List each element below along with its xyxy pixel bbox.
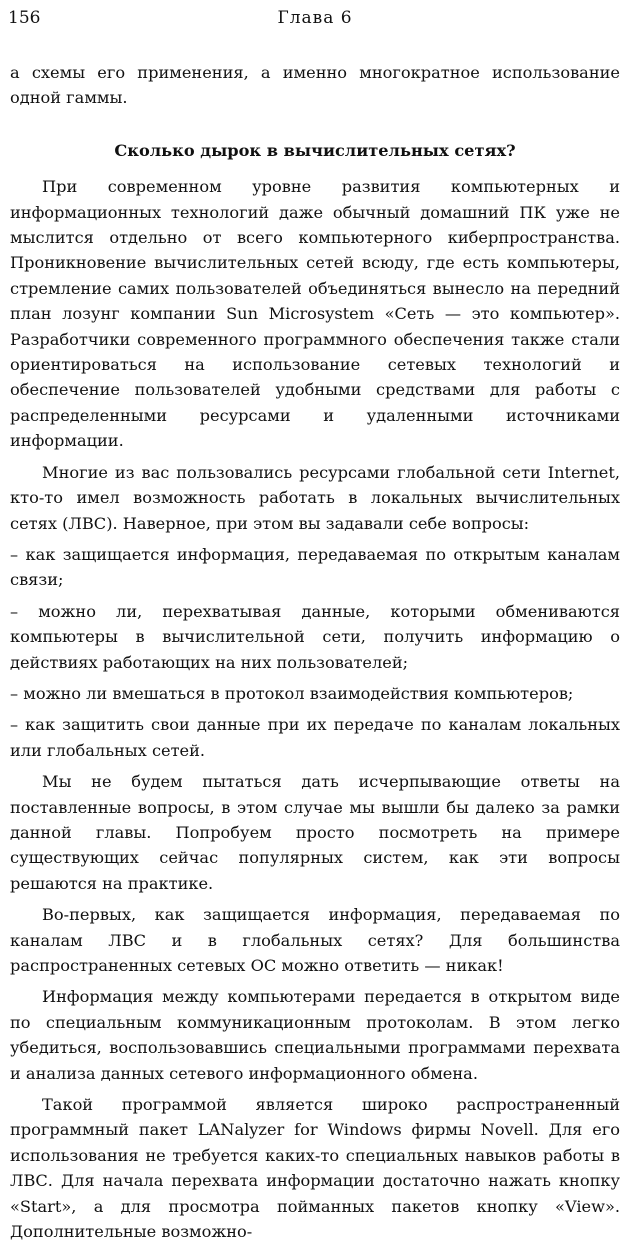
- intro-paragraph: а схемы его применения, а именно многократное использование одной гаммы.: [10, 63, 620, 108]
- question-item: – как защищается информация, передаваемая по открытым каналам связи;: [10, 544, 620, 590]
- chapter-title: Глава 6: [277, 8, 353, 28]
- paragraph: Во-первых, как защищается информация, передаваемая по каналам ЛВС и в глобальных сетях? Для большинства распространенных сетевых ОС можно ответить — никак!: [10, 905, 620, 975]
- paragraph: Мы не будем пытаться дать исчерпывающие ответы на поставленные вопросы, в этом случае мы вышли бы далеко за рамки данной главы. Попробуем просто посмотреть на примере существующих сейчас популярных систем, как эти вопросы решаются на практике.: [10, 772, 620, 893]
- paragraph: При современном уровне развития компьютерных и информационных технологий даже обычный домашний ПК уже не мыслится отдельно от всего компьютерного киберпространства. Проникновение вычислительных сетей всюду, где есть компьютеры, стремление самих пользователей объединяться вынесло на передний план лозунг компании Sun Microsystem «Сеть — это компьютер». Разработчики современного программного обеспечения также стали ориентироваться на использование сетевых технологий и обеспечение пользователей удобными средствами для работы с распределенными ресурсами и удаленными источниками информации.: [10, 177, 620, 451]
- running-header: [8, 8, 622, 32]
- paragraph: Такой программой является широко распространенный программный пакет LANalyzer for Windows фирмы Novell. Для его использования не требуется каких-то специальных навыков работы в ЛВС. Для начала перехвата информации достаточно нажать кнопку «Start», а для просмотра пойманных пакетов кнопку «View». Дополнительные возможно-: [10, 1095, 620, 1242]
- paragraph: Информация между компьютерами передается в открытом виде по специальным коммуникационным протоколам. В этом легко убедиться, воспользовавшись специальными программами перехвата и анализа данных сетевого информационного обмена.: [10, 987, 620, 1083]
- paragraph: Многие из вас пользовались ресурсами глобальной сети Internet, кто-то имел возможность работать в локальных вычислительных сетях (ЛВС). Наверное, при этом вы задавали себе вопросы:: [10, 462, 620, 533]
- question-item: – как защитить свои данные при их передаче по каналам локальных или глобальных сетей.: [10, 715, 620, 760]
- page-number: 156: [8, 8, 41, 28]
- question-item: – можно ли вмешаться в протокол взаимодействия компьютеров;: [10, 683, 574, 703]
- section-heading: Сколько дырок в вычислительных сетях?: [114, 140, 516, 160]
- page-body: [10, 60, 620, 1244]
- question-item: – можно ли, перехватывая данные, которыми обмениваются компьютеры в вычислительной сети, получить информацию о действиях работающих на них пользователей;: [10, 601, 620, 672]
